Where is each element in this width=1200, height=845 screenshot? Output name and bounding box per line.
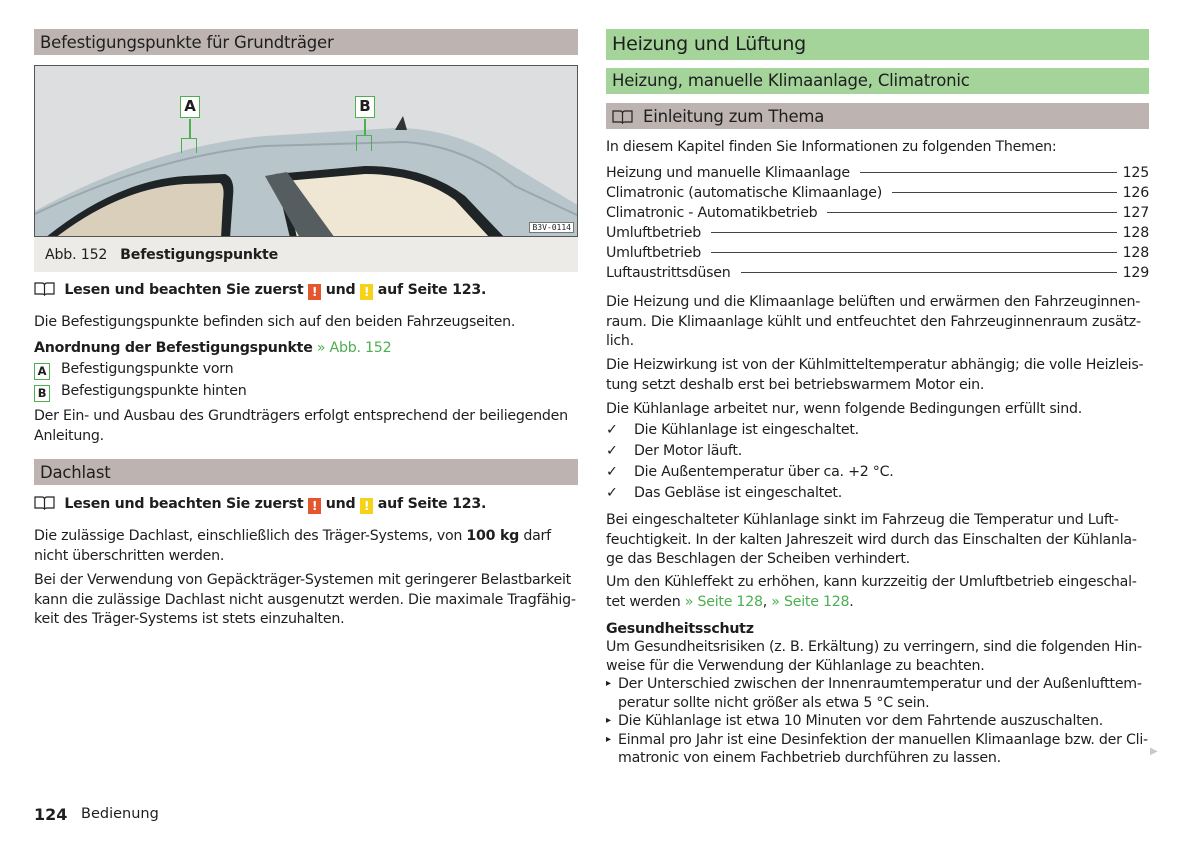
paragraph [34,407,568,446]
page-link[interactable]: » Seite 128 [684,593,763,610]
check-icon: ✓ [606,422,618,438]
toc-list [606,163,1149,284]
text-line: Um Gesundheitsrisiken (z. B. Erkältung) zu verringern, sind die folgenden Hin- [606,639,1142,655]
arrangement-heading [34,339,391,359]
book-icon [34,495,55,510]
chapter-title: Heizung und Lüftung [612,33,807,55]
list-item-text: Befestigungspunkte vorn [61,361,234,377]
list-item-b [34,382,246,402]
notice-read-first [34,495,578,515]
intro-title: Einleitung zum Thema [643,106,825,126]
text-line: Einmal pro Jahr ist eine Desinfektion der manuellen Klimaanlage bzw. der Cli- [618,731,1148,748]
check-text: Die Außentemperatur über ca. +2 °C. [634,464,894,480]
text-line: Die Kühlanlage ist etwa 10 Minuten vor dem Fahrtende auszuschalten. [618,713,1103,729]
toc-row[interactable] [606,243,1149,263]
marker-a-bracket [181,138,197,153]
check-text: Der Motor läuft. [634,443,742,459]
health-intro [606,638,1142,675]
figure-152 [34,65,578,272]
paragraph [606,293,1141,352]
text: , [762,593,772,610]
text-line: matronic von einem Fachbetrieb durchführen zu lassen. [618,750,1001,766]
notice-read-first [34,281,578,301]
check-item [606,483,894,504]
toc-page: 126 [1122,185,1149,202]
section-header-dachlast [34,459,578,485]
list-item-a [34,360,233,380]
text-line: peratur sollte nicht größer als etwa 5 °C sein. [618,694,930,711]
car-illustration-icon [35,66,578,237]
toc-page: 125 [1122,165,1149,181]
check-text: Das Gebläse ist eingeschaltet. [634,485,843,501]
weight-value: 100 kg [466,528,520,544]
toc-label: Luftaustrittsdüsen [606,265,731,282]
intro-text: In diesem Kapitel finden Sie Informationen zu folgenden Themen: [606,139,1057,155]
toc-label: Umluftbetrieb [606,225,702,242]
figure-link[interactable]: » Abb. 152 [316,340,392,356]
section-title: Befestigungspunkte für Grundträger [40,33,334,52]
section-title: Dachlast [40,463,111,482]
text-line: Die Heizung und die Klimaanlage belüften und erwärmen den Fahrzeuginnen- [606,294,1141,310]
notice-text: Lesen und beachten Sie zuerst [64,282,304,298]
text: . [849,593,854,610]
list-item-text: Befestigungspunkte hinten [61,383,247,399]
text-line: Die Heizwirkung ist von der Kühlmitteltemperatur abhängig; die volle Heizleis- [606,357,1144,373]
check-list [606,420,894,504]
book-icon [34,281,55,296]
paragraph [34,571,576,630]
toc-label: Climatronic (automatische Klimaanlage) [606,185,883,202]
book-icon [612,109,633,124]
text-line: Um den Kühleffekt zu erhöhen, kann kurzzeitig der Umluftbetrieb eingeschal- [606,574,1137,590]
toc-label: Umluftbetrieb [606,245,702,262]
chapter-header [606,29,1149,60]
paragraph [606,356,1143,395]
toc-page: 129 [1122,265,1149,282]
page-link[interactable]: » Seite 128 [771,593,850,610]
caption-number: Abb. 152 [45,247,108,263]
warning-yellow-icon[interactable]: ! [360,284,373,300]
check-icon: ✓ [606,485,618,501]
check-item [606,462,894,483]
bullet-icon: ▸ [606,733,611,745]
text-line: Der Unterschied zwischen der Innenraumtemperatur und der Außenlufttem- [618,676,1142,692]
warning-red-icon[interactable]: ! [308,284,321,300]
toc-label: Heizung und manuelle Klimaanlage [606,165,850,181]
label-box-b: B [34,385,50,402]
check-icon: ✓ [606,464,618,480]
paragraph [606,511,1137,570]
figure-code: B3V-0114 [529,222,574,233]
marker-b-line [364,119,366,136]
notice-and: und [325,282,356,298]
toc-row[interactable] [606,163,1149,183]
text: Die zulässige Dachlast, einschließlich des Träger-Systems, von [34,528,467,544]
bullet-icon: ▸ [606,678,611,689]
text-line: keit des Träger-Systems ist stets einzuhalten. [34,611,345,627]
marker-a: A [180,96,200,118]
text-line: tung setzt deshalb erst bei betriebswarmem Motor ein. [606,376,985,393]
intro-header [606,103,1149,129]
text-line: Anleitung. [34,427,104,444]
marker-b-bracket [356,135,372,151]
check-item [606,441,894,462]
notice-page-ref: auf Seite 123. [377,282,487,298]
text-line: nicht überschritten werden. [34,547,225,564]
marker-b: B [355,96,375,118]
notice-and: und [325,496,356,512]
toc-page: 128 [1122,245,1149,262]
paragraph: Die Befestigungspunkte befinden sich auf den beiden Fahrzeugseiten. [34,314,516,330]
text-line: kann die zulässige Dachlast nicht ausgenutzt werden. Die maximale Tragfähig- [34,591,576,608]
check-text: Die Kühlanlage ist eingeschaltet. [634,422,859,438]
text-line: feuchtigkeit. In der kalten Jahreszeit wird durch das Einschalten der Kühlanla- [606,531,1137,548]
section-header-grundtraeger [34,29,578,55]
text-line: Bei der Verwendung von Gepäckträger-Systemen mit geringerer Belastbarkeit [34,572,571,588]
arrangement-title: Anordnung der Befestigungspunkte [34,340,313,356]
toc-row[interactable] [606,183,1149,203]
check-item [606,420,894,441]
toc-row[interactable] [606,223,1149,243]
warning-red-icon[interactable]: ! [308,498,321,514]
text-line [34,527,551,547]
page-number: 124 [34,805,68,824]
warning-yellow-icon[interactable]: ! [360,498,373,514]
text-line: ge das Beschlagen der Scheiben verhindert. [606,551,910,567]
footer-section: Bedienung [81,806,159,822]
toc-row[interactable] [606,263,1149,283]
bullet-item [606,731,1149,768]
toc-page: 128 [1122,225,1149,242]
text-line: lich. [606,333,634,349]
marker-a-line [189,119,191,139]
car-roof-illustration [34,65,578,237]
subchapter-header [606,68,1149,94]
bullet-item [606,675,1149,712]
continue-arrow-icon: ▶ [1150,746,1158,757]
text-line [606,593,1137,613]
health-title: Gesundheitsschutz [606,621,754,637]
label-box-a: A [34,363,50,380]
caption-title: Befestigungspunkte [120,247,279,263]
notice-page-ref: auf Seite 123. [377,496,487,512]
toc-row[interactable] [606,203,1149,223]
text-line: Bei eingeschalteter Kühlanlage sinkt im Fahrzeug die Temperatur und Luft- [606,512,1119,528]
bullet-item [606,712,1149,731]
paragraph [34,527,551,566]
text-line: weise für die Verwendung der Kühlanlage zu beachten. [606,657,985,674]
text-line: raum. Die Klimaanlage kühlt und entfeuchtet den Fahrzeuginnenraum zusätz- [606,313,1141,330]
paragraph [606,573,1137,612]
bullet-icon: ▸ [606,715,611,726]
paragraph: Die Kühlanlage arbeitet nur, wenn folgende Bedingungen erfüllt sind. [606,401,1082,417]
notice-text: Lesen und beachten Sie zuerst [64,496,304,512]
subchapter-title: Heizung, manuelle Klimaanlage, Climatronic [612,71,970,90]
text: darf [519,528,551,544]
toc-label: Climatronic - Automatikbetrieb [606,205,818,222]
text: tet werden [606,593,685,610]
health-list [606,675,1149,768]
figure-caption [45,247,278,263]
toc-page: 127 [1122,205,1149,222]
text-line: Der Ein- und Ausbau des Grundträgers erfolgt entsprechend der beiliegenden [34,408,568,424]
check-icon: ✓ [606,443,618,459]
